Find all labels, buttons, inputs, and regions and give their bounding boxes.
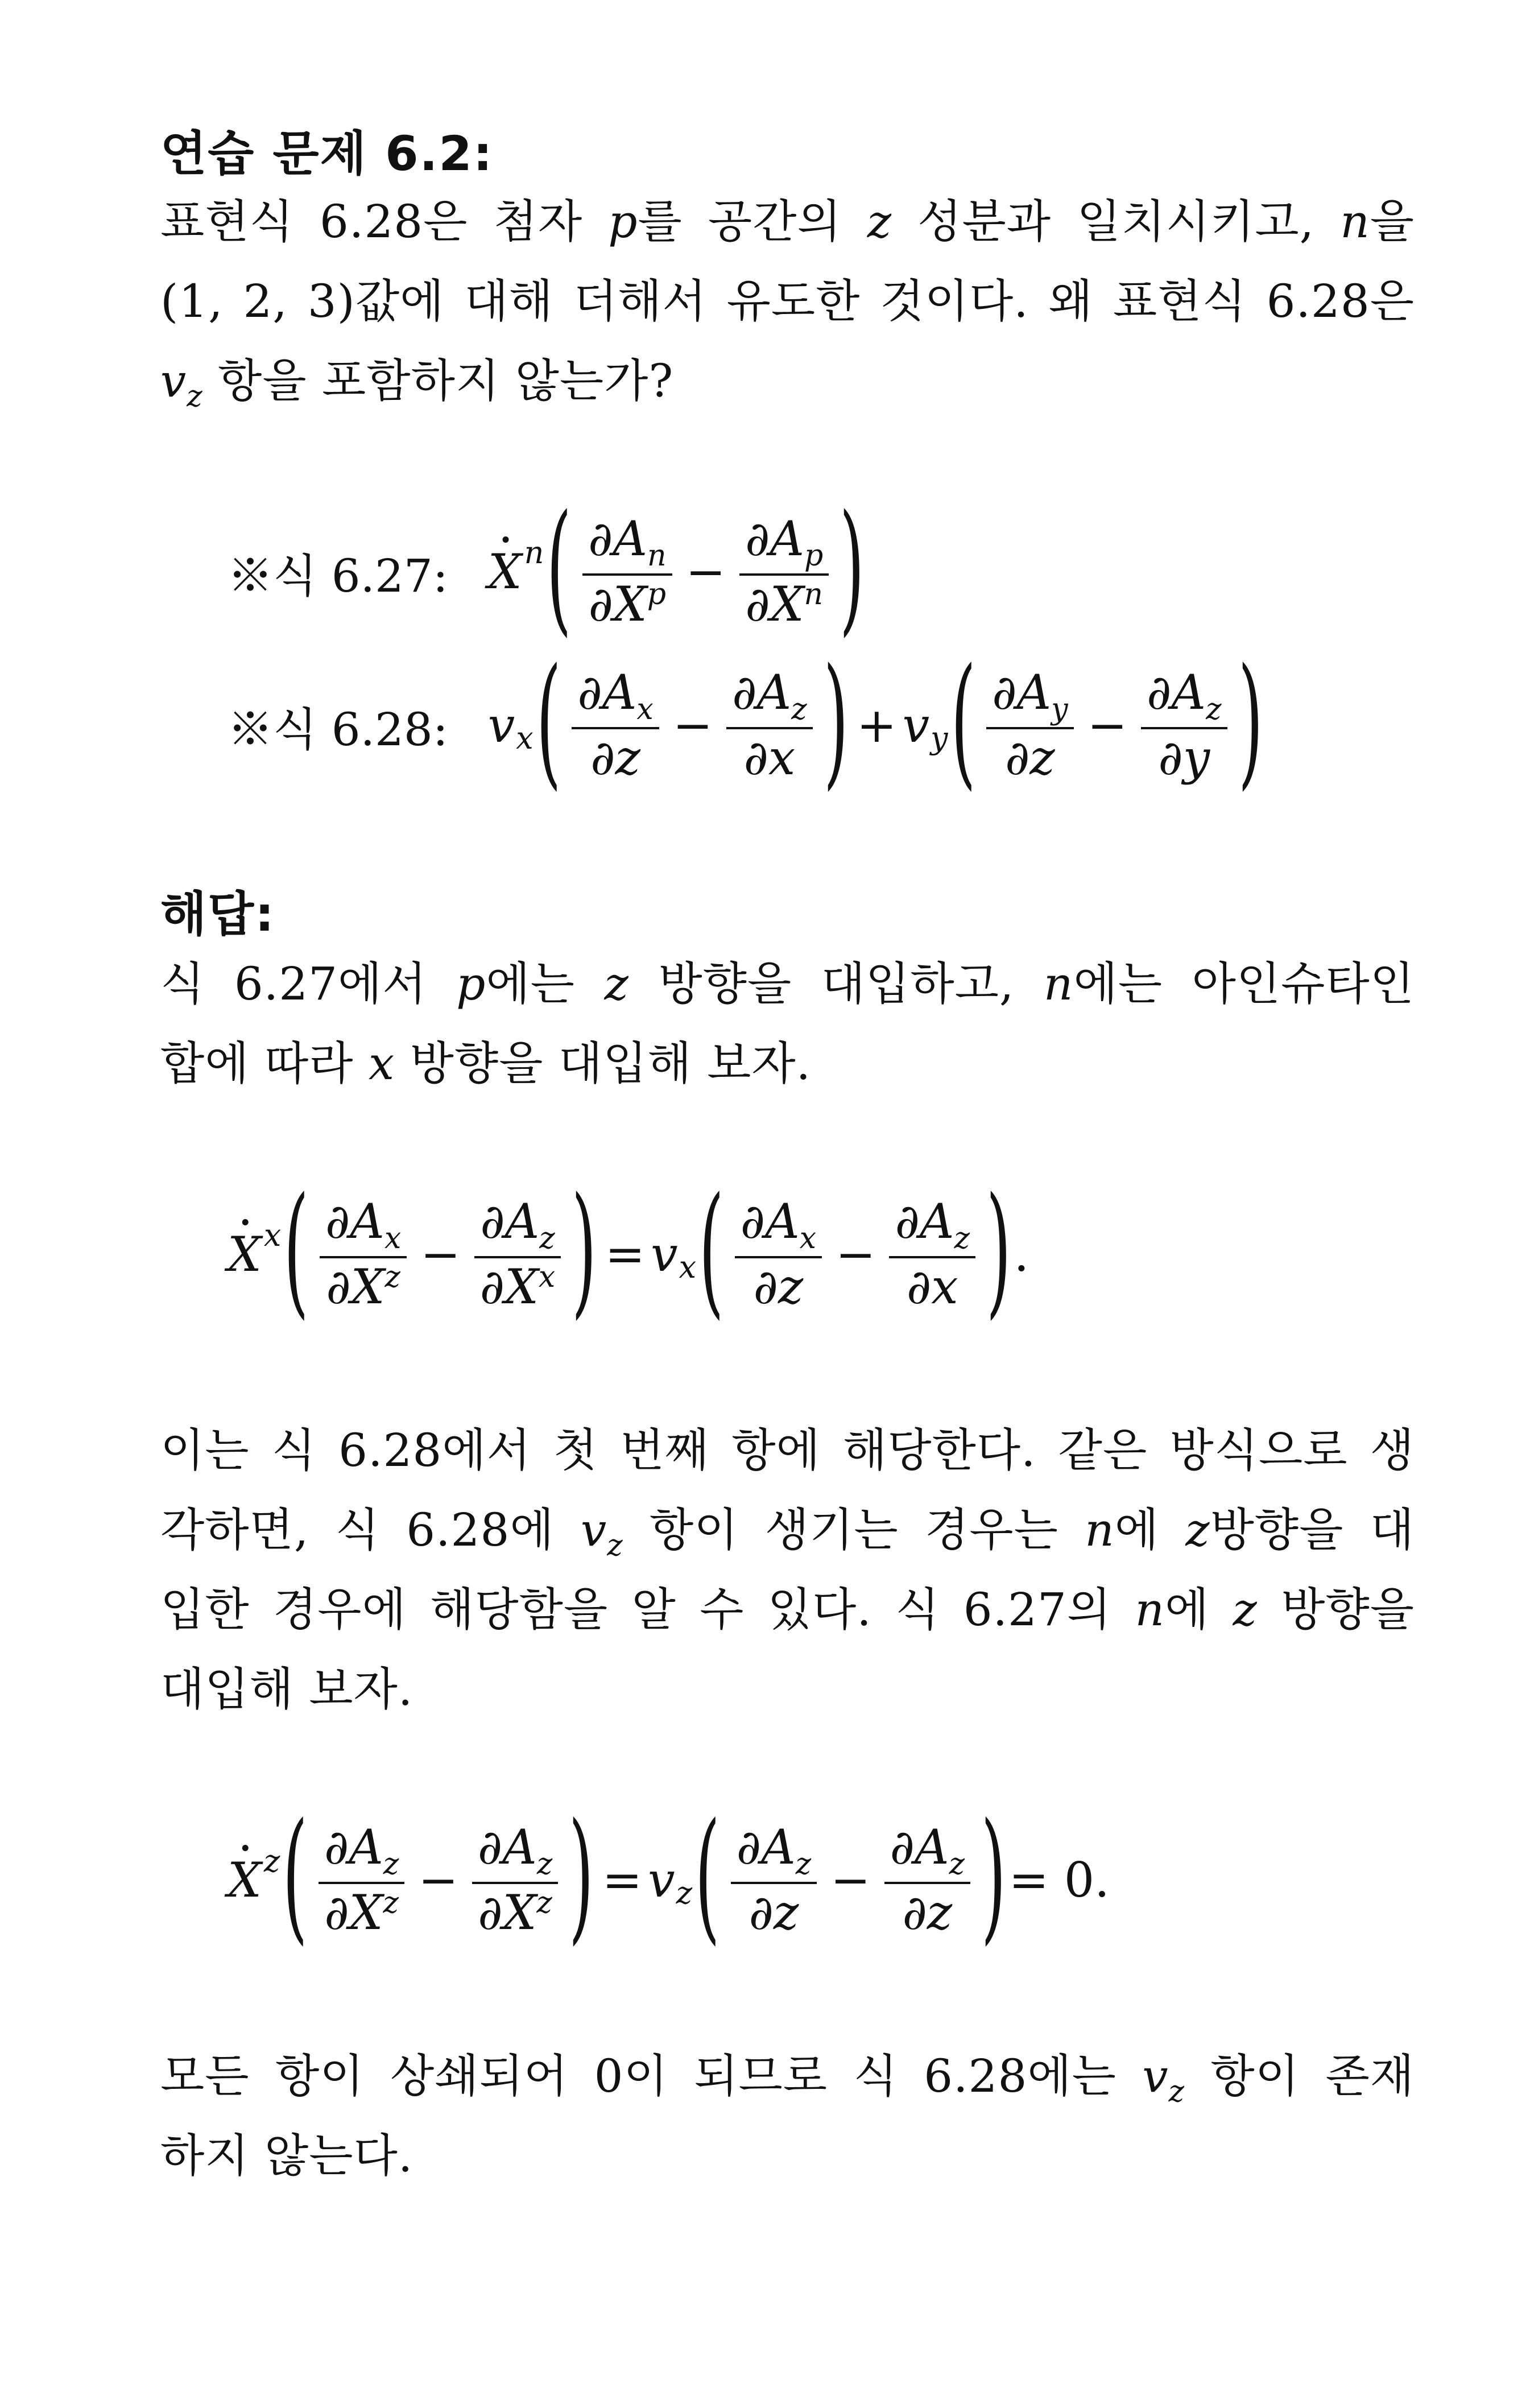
exercise-line-3: $v_z$ 항을 포함하지 않는가?	[160, 354, 674, 414]
equation-substitution-x: · X x ( $\frac{\partial A_x}{\partial X^z}$ − $\frac{\partial A_z}{\partial X^x}$ ) = v x ( $\frac{\partial A_x}{\partial z}$ − $\frac{\partial A_z}{\partial x}$ ) .	[228, 1183, 1029, 1325]
exercise-line-2: (1, 2, 3)값에 대해 더해서 유도한 것이다. 왜 표현식 6.28은	[160, 275, 1415, 328]
solution-line-7: 모든 항이 상쇄되어 0이 되므로 식 6.28에는 $v_z$ 항이 존재	[160, 2050, 1415, 2109]
exercise-line-1: 표현식 6.28은 첨자 p를 공간의 z 성분과 일치시키고, n을	[160, 195, 1415, 248]
solution-line-3: 이는 식 6.28에서 첫 번째 항에 해당한다. 같은 방식으로 생	[160, 1424, 1415, 1477]
equation-label: ※식 6.27:	[228, 549, 448, 602]
equation-substitution-z: · X z ( $\frac{\partial A_z}{\partial X^z}$ − $\frac{\partial A_z}{\partial X^z}$ ) = v z ( $\frac{\partial A_z}{\partial z}$ − $\frac{\partial A_z}{\partial z}$ ) = 0.	[228, 1809, 1110, 1951]
solution-line-8: 하지 않는다.	[160, 2129, 413, 2182]
solution-line-2: 합에 따라 x 방향을 대입해 보자.	[160, 1037, 812, 1090]
equation-6-28: ※식 6.28: v x ( $\frac{\partial A_x}{\partial z}$ − $\frac{\partial A_z}{\partial x}$ ) + v y ( $\frac{\partial A_y}{\partial z}$ − $\frac{\partial A_z}{\partial y}$ )	[228, 638, 1263, 803]
solution-line-5: 입한 경우에 해당함을 알 수 있다. 식 6.27의 n에 z 방향을	[160, 1583, 1415, 1636]
solution-line-6: 대입해 보자.	[160, 1663, 413, 1716]
solution-line-4: 각하면, 식 6.28에 $v_z$ 항이 생기는 경우는 n에 z방향을 대	[160, 1504, 1415, 1563]
exercise-title: 연습 문제 6.2:	[160, 126, 494, 181]
equation-6-27: ※식 6.27: · X n ( $\frac{\partial A_n}{\partial X^p}$ − $\frac{\partial A_p}{\partial X^n}$ )	[228, 501, 867, 643]
equation-result: = 0.	[1008, 1852, 1110, 1908]
equation-label: ※식 6.28:	[228, 703, 448, 756]
solution-title: 해답:	[160, 886, 275, 942]
solution-line-1: 식 6.27에서 p에는 z 방향을 대입하고, n에는 아인슈타인	[160, 957, 1415, 1010]
